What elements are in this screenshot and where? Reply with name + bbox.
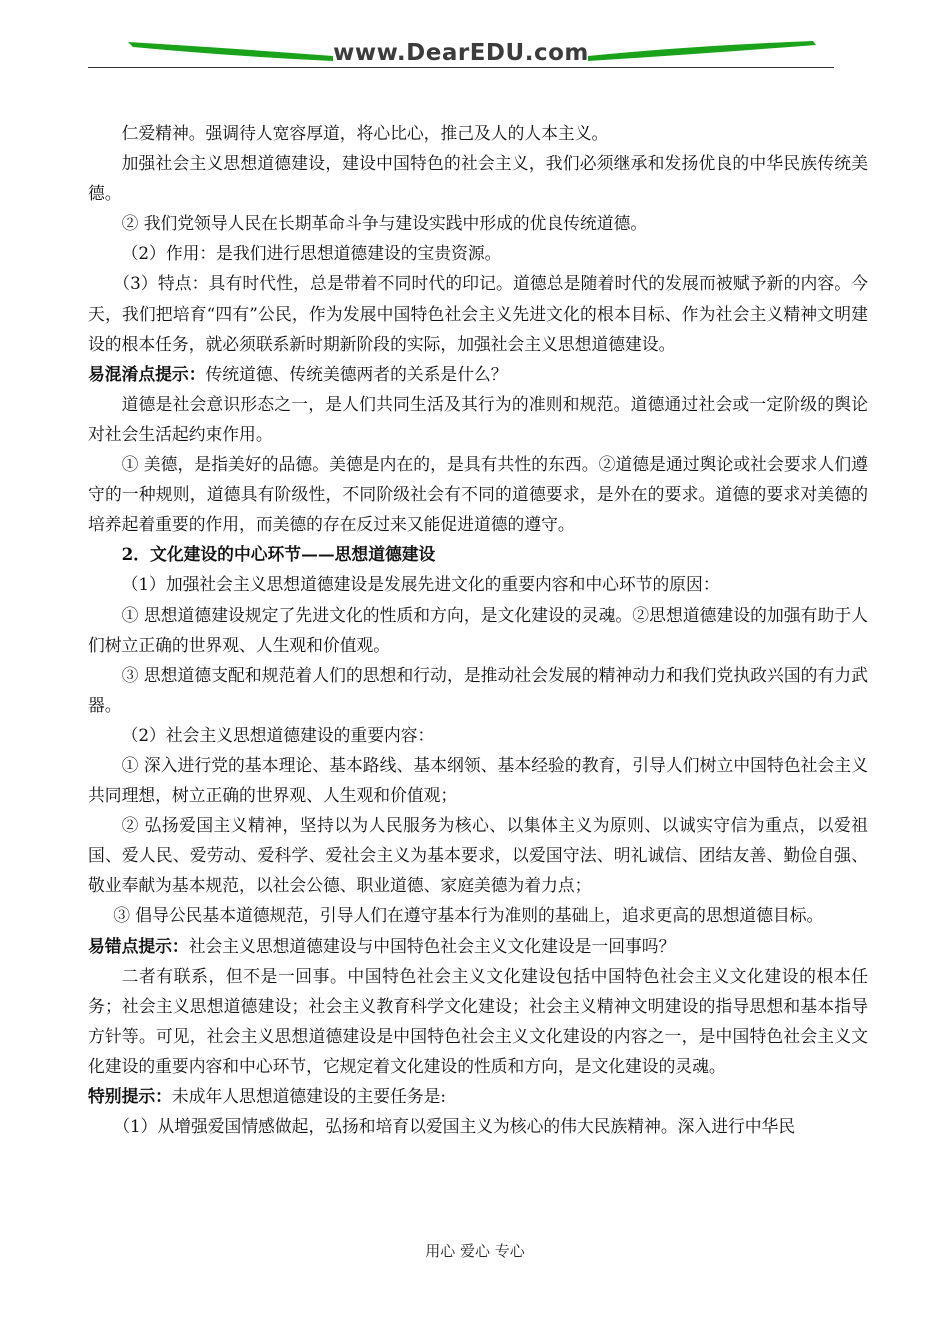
paragraph-5: （3）特点：具有时代性，总是带着不同时代的印记。道德总是随着时代的发展而被赋予新的内容。今天，我们把培育“四有”公民，作为发展中国特色社会主义先进文化的根本目标、作为社会主义精神文明建设的根本任务，就必须联系新时期新阶段的实际，加强社会主义思想道德建设。	[88, 273, 868, 354]
page-footer: 用心 爱心 专心	[425, 1242, 525, 1260]
document-body	[88, 118, 868, 1141]
paragraph-12: ① 深入进行党的基本理论、基本路线、基本纲领、基本经验的教育，引导人们树立中国特色社会主义共同理想，树立正确的世界观、人生观和价值观；	[88, 754, 868, 806]
hint-text: 传统道德、传统美德两者的关系是什么？	[205, 363, 508, 384]
paragraph-8: （1）加强社会主义思想道德建设是发展先进文化的重要内容和中心环节的原因：	[121, 574, 720, 595]
paragraph-15: 二者有联系，但不是一回事。中国特色社会主义文化建设包括中国特色社会主义文化建设的根本任务；社会主义思想道德建设；社会主义教育科学文化建设；社会主义精神文明建设的指导思想和基本指导方针等。可见，社会主义思想道德建设是中国特色社会主义文化建设的内容之一，是中国特色社会主义文化建设的重要内容和中心环节，它规定着文化建设的性质和方向，是文化建设的灵魂。	[88, 965, 868, 1076]
hint-error	[88, 931, 868, 961]
hint-label: 易混淆点提示：	[88, 363, 206, 384]
paragraph-1: 仁爱精神。强调待人宽容厚道，将心比心，推己及人的人本主义。	[121, 123, 609, 143]
hint-text: 未成年人思想道德建设的主要任务是:	[171, 1086, 447, 1106]
paragraph-13: ② 弘扬爱国主义精神，坚持以为人民服务为核心、以集体主义为原则、以诚实守信为重点，以爱祖国、爱人民、爱劳动、爱科学、爱社会主义为基本要求，以爱国守法、明礼诚信、团结友善、勤俭自强、敬业奉献为基本规范，以社会公德、职业道德、家庭美德为着力点；	[88, 815, 868, 896]
paragraph-7: ① 美德，是指美好的品德。美德是内在的，是具有共性的东西。②道德是通过舆论或社会要求人们遵守的一种规则，道德具有阶级性，不同阶级社会有不同的道德要求，是外在的要求。道德的要求对美德的培养起着重要的作用，而美德的存在反过来又能促进道德的遵守。	[88, 454, 868, 535]
hint-label: 易错点提示：	[88, 935, 189, 956]
paragraph-10: ③ 思想道德支配和规范着人们的思想和行动，是推动社会发展的精神动力和我们党执政兴国的有力武器。	[88, 664, 868, 715]
paragraph-6: 道德是社会意识形态之一，是人们共同生活及其行为的准则和规范。道德通过社会或一定阶级的舆论对社会生活起约束作用。	[88, 393, 868, 444]
paragraph-4: （2）作用：是我们进行思想道德建设的宝贵资源。	[121, 243, 502, 264]
paragraph-3: ② 我们党领导人民在长期革命斗争与建设实践中形成的优良传统道德。	[121, 213, 648, 234]
hint-text: 社会主义思想道德建设与中国特色社会主义文化建设是一回事吗？	[188, 935, 676, 956]
paragraph-2: 加强社会主义思想道德建设，建设中国特色的社会主义，我们必须继承和发扬优良的中华民族传统美德。	[88, 153, 868, 204]
paragraph-9: ① 思想道德建设规定了先进文化的性质和方向，是文化建设的灵魂。②思想道德建设的加强有助于人们树立正确的世界观、人生观和价值观。	[88, 604, 868, 655]
section-heading: 2．文化建设的中心环节——思想道德建设	[121, 544, 436, 565]
paragraph-14: ③ 倡导公民基本道德规范，引导人们在遵守基本行为准则的基础上，追求更高的思想道德目标。	[113, 905, 824, 926]
site-header	[88, 36, 834, 70]
paragraph-11: （2）社会主义思想道德建设的重要内容：	[121, 724, 435, 745]
hint-special	[88, 1081, 868, 1111]
site-url[interactable]: www.DearEDU.com	[333, 40, 589, 66]
header-divider	[88, 67, 834, 68]
hint-confusion	[88, 359, 868, 389]
paragraph-16: （1）从增强爱国情感做起，弘扬和培育以爱国主义为核心的伟大民族精神。深入进行中华民	[113, 1116, 796, 1137]
hint-label: 特别提示：	[88, 1086, 172, 1106]
